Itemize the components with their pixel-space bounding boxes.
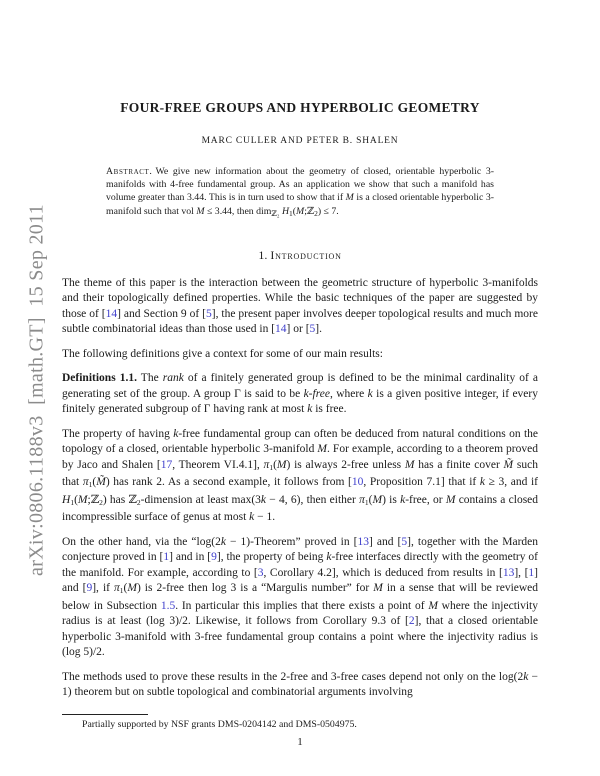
paragraph-k-free-property (62, 427, 538, 526)
text-segment: M (372, 493, 383, 506)
text-segment: M (127, 582, 137, 595)
citation-link[interactable]: 2 (408, 615, 415, 628)
text-segment: M (445, 493, 456, 506)
text-segment: ], the present paper involves deeper topological results and much more subtle combinatorial ideas than those used in [ (62, 307, 538, 336)
text-segment: The methods used to prove these results in the 2-free and 3-free cases depend not only on the log(2 (62, 670, 524, 683)
text-segment: M (196, 205, 205, 217)
text-segment: contains a closed incompressible surface of genus at most (62, 493, 539, 524)
citation-link[interactable]: 5 (401, 535, 408, 548)
footnote-support: Partially supported by NSF grants DMS-0204142 and DMS-0504975. (82, 718, 357, 730)
text-segment: , Proposition 7.1] that if (363, 476, 480, 489)
text-segment: ) has ℤ (102, 493, 137, 506)
text-segment: k (220, 535, 226, 548)
text-segment: is a given positive integer, if every finitely generated subgroup of Γ having rank at most (62, 387, 538, 416)
text-segment: has a finite cover (414, 458, 504, 471)
text-segment: M (276, 458, 287, 471)
text-segment: ( (273, 458, 277, 471)
text-segment: ] and in [ (169, 551, 212, 564)
text-segment: 1 (269, 462, 274, 472)
text-segment: The following definitions give a context for some of our main results: (62, 347, 383, 360)
citation-link[interactable]: 5 (309, 323, 316, 336)
text-segment: H (62, 493, 71, 506)
text-segment: ≥ 3, and if (484, 476, 538, 489)
text-segment: ] and Section 9 of [ (117, 307, 206, 320)
citation-link[interactable]: 14 (105, 307, 118, 320)
text-segment: ( (368, 493, 373, 506)
text-segment: ( (123, 582, 128, 595)
text-segment: k (400, 493, 406, 506)
text-segment: M (404, 458, 415, 471)
text-segment: M̃ (96, 476, 106, 489)
text-segment: k (249, 511, 255, 524)
text-segment: 1 (88, 480, 93, 490)
text-segment: π (263, 458, 270, 471)
text-segment: ) ≤ 7. (317, 205, 339, 217)
authors: MARC CULLER AND PETER B. SHALEN (201, 136, 399, 146)
paragraph-log-theorem (62, 535, 538, 661)
arxiv-stamp: arXiv:0806.1188v3 [math.GT] 15 Sep 2011 (25, 204, 48, 576)
paragraph-intro-1 (62, 276, 538, 338)
citation-link[interactable]: 1 (528, 566, 535, 579)
text-segment: 1 (289, 208, 293, 218)
text-segment: π (82, 476, 89, 489)
text-segment: ] or [ (286, 323, 310, 336)
citation-link[interactable]: 10 (351, 476, 364, 489)
text-segment: k (307, 403, 313, 416)
text-segment: The theme of this paper is the interaction between the geometric structure of hyperbolic 3-manifolds and their topologically defined properties. While the basic techniques of the paper are suggested by those of [ (62, 276, 538, 320)
text-segment: M (345, 192, 354, 204)
text-segment: 1 (70, 497, 75, 507)
text-segment: rank (162, 372, 184, 385)
text-segment: -dimension at least max(3 (140, 493, 261, 506)
citation-link[interactable]: 1 (163, 551, 170, 564)
citation-link[interactable]: 5 (206, 307, 212, 320)
text-segment: , where (329, 387, 368, 400)
text-segment: ) has rank 2. As a second example, it follows from [ (105, 476, 352, 489)
text-segment: 2 (136, 497, 141, 507)
text-segment: M̃ (503, 458, 514, 471)
text-segment: k (479, 476, 485, 489)
text-segment: in a sense that will be reviewed below in Subsection (62, 582, 539, 612)
text-segment: 1 (119, 586, 124, 596)
text-segment: ;ℤ (304, 205, 315, 217)
text-segment: π (114, 582, 120, 595)
text-segment: ) is always 2-free unless (286, 458, 405, 471)
text-segment: 1 (364, 497, 369, 507)
abstract-label: Abstract. (106, 166, 153, 177)
paragraph-methods (62, 670, 538, 701)
text-segment: − 4, 6), then either (266, 493, 360, 506)
section-heading (62, 248, 538, 263)
text-segment: 2 (99, 497, 103, 507)
text-segment: -free fundamental group can often be deduced from natural conditions on the topology of a closed, orientable hyperbolic 3-manifold (62, 427, 538, 456)
footnote-rule (62, 714, 148, 715)
text-segment: The (136, 372, 163, 385)
text-segment: k (326, 551, 332, 564)
text-segment: where the injectivity radius is at least (log 3)/2. Likewise, it follows from Corollary 9.3 of [ (62, 599, 538, 628)
text-segment: ], together with the Marden conjecture proved in [ (62, 535, 538, 564)
abstract-text (106, 166, 494, 217)
text-segment: M (428, 599, 438, 612)
citation-link[interactable]: 13 (357, 535, 369, 548)
text-segment: − 1)-Theorem” proved in [ (225, 535, 358, 548)
text-segment: , Corollary 4.2], which is deduced from results in [ (263, 566, 503, 579)
citation-link[interactable]: 13 (502, 566, 515, 579)
text-segment: k (173, 427, 179, 440)
paper-title: FOUR-FREE GROUPS AND HYPERBOLIC GEOMETRY (120, 100, 480, 115)
text-segment: . In particular this implies that there exists a point of (175, 599, 429, 612)
text-segment: , Theorem VI.4.1], (172, 458, 264, 471)
text-segment: ], that a closed orientable hyperbolic 3-manifold with 3-free fundamental group contains a point where the injectivity radius is (log 5)/2. (62, 615, 538, 659)
text-segment: such that (62, 458, 538, 489)
text-segment: is a closed orientable hyperbolic 3-manifold such that vol (106, 192, 494, 217)
text-segment: M (296, 205, 305, 217)
citation-link[interactable]: 3 (257, 566, 264, 579)
text-segment: ( (74, 493, 78, 506)
page-number: 1 (297, 735, 303, 748)
citation-link[interactable]: 17 (160, 458, 173, 471)
text-segment: We give new information about the geometry of closed, orientable hyperbolic 3-manifolds with 4-free fundamental group. As an application we show that such a manifold has volume greater than 3.44. This is in turn used to show that if (106, 166, 494, 204)
paragraph-intro-2 (62, 347, 538, 363)
citation-link[interactable]: 14 (275, 323, 287, 336)
text-segment: ;ℤ (87, 493, 100, 506)
text-segment: − 1. (254, 511, 276, 524)
text-segment: Definitions 1.1. (62, 372, 137, 385)
text-segment: -free interfaces directly with the geometry of the manifold. For example, according to [ (62, 551, 538, 579)
text-segment: k-free (303, 387, 330, 400)
text-segment: M (373, 582, 383, 595)
text-segment: − 1) theorem but on subtle topological and combinatorial arguments involving (62, 670, 538, 699)
main-column (62, 0, 538, 748)
section-number: 1. (258, 247, 268, 262)
text-segment: π (359, 493, 365, 506)
paragraph-definitions-1-1 (62, 371, 538, 418)
text-segment: M (77, 493, 88, 506)
text-segment: ] and [ (368, 535, 402, 548)
text-segment: ( (292, 205, 297, 217)
text-segment: is free. (312, 403, 347, 416)
text-segment: k (523, 670, 529, 683)
text-segment: ]. (315, 323, 322, 336)
text-segment: ≤ 3.44, then dim (204, 205, 272, 217)
citation-link[interactable]: 9 (211, 551, 217, 564)
text-segment: ) is 2-free then log 3 is a “Margulis number” for (136, 582, 374, 595)
text-segment: M (317, 443, 327, 456)
text-segment: ℤ₂ (271, 208, 280, 218)
text-segment: ) is (382, 493, 401, 506)
text-segment: of a finitely generated group is defined to be the minimal cardinality of a generating set of the group. A group Γ is said to be (62, 372, 539, 400)
text-segment: ], the property of being (216, 551, 327, 564)
text-segment: k (260, 493, 267, 506)
citation-link[interactable]: 1.5 (160, 599, 176, 612)
text-segment: H (281, 205, 290, 217)
text-segment: ] and [ (62, 566, 539, 595)
footer (62, 714, 538, 748)
text-segment: On the other hand, via the “log(2 (62, 535, 221, 548)
text-segment: The property of having (62, 427, 174, 440)
text-segment: ], if (92, 582, 114, 595)
abstract (106, 165, 494, 220)
text-segment: . For example, according to a theorem proved by Jaco and Shalen [ (62, 443, 538, 471)
text-segment: ], [ (514, 566, 529, 579)
section-title: Introduction (270, 247, 342, 262)
text-segment: ( (92, 476, 97, 489)
citation-link[interactable]: 9 (86, 582, 93, 595)
text-segment: k (367, 387, 373, 400)
text-segment: -free, or (405, 493, 446, 506)
text-segment: 2 (314, 208, 318, 218)
